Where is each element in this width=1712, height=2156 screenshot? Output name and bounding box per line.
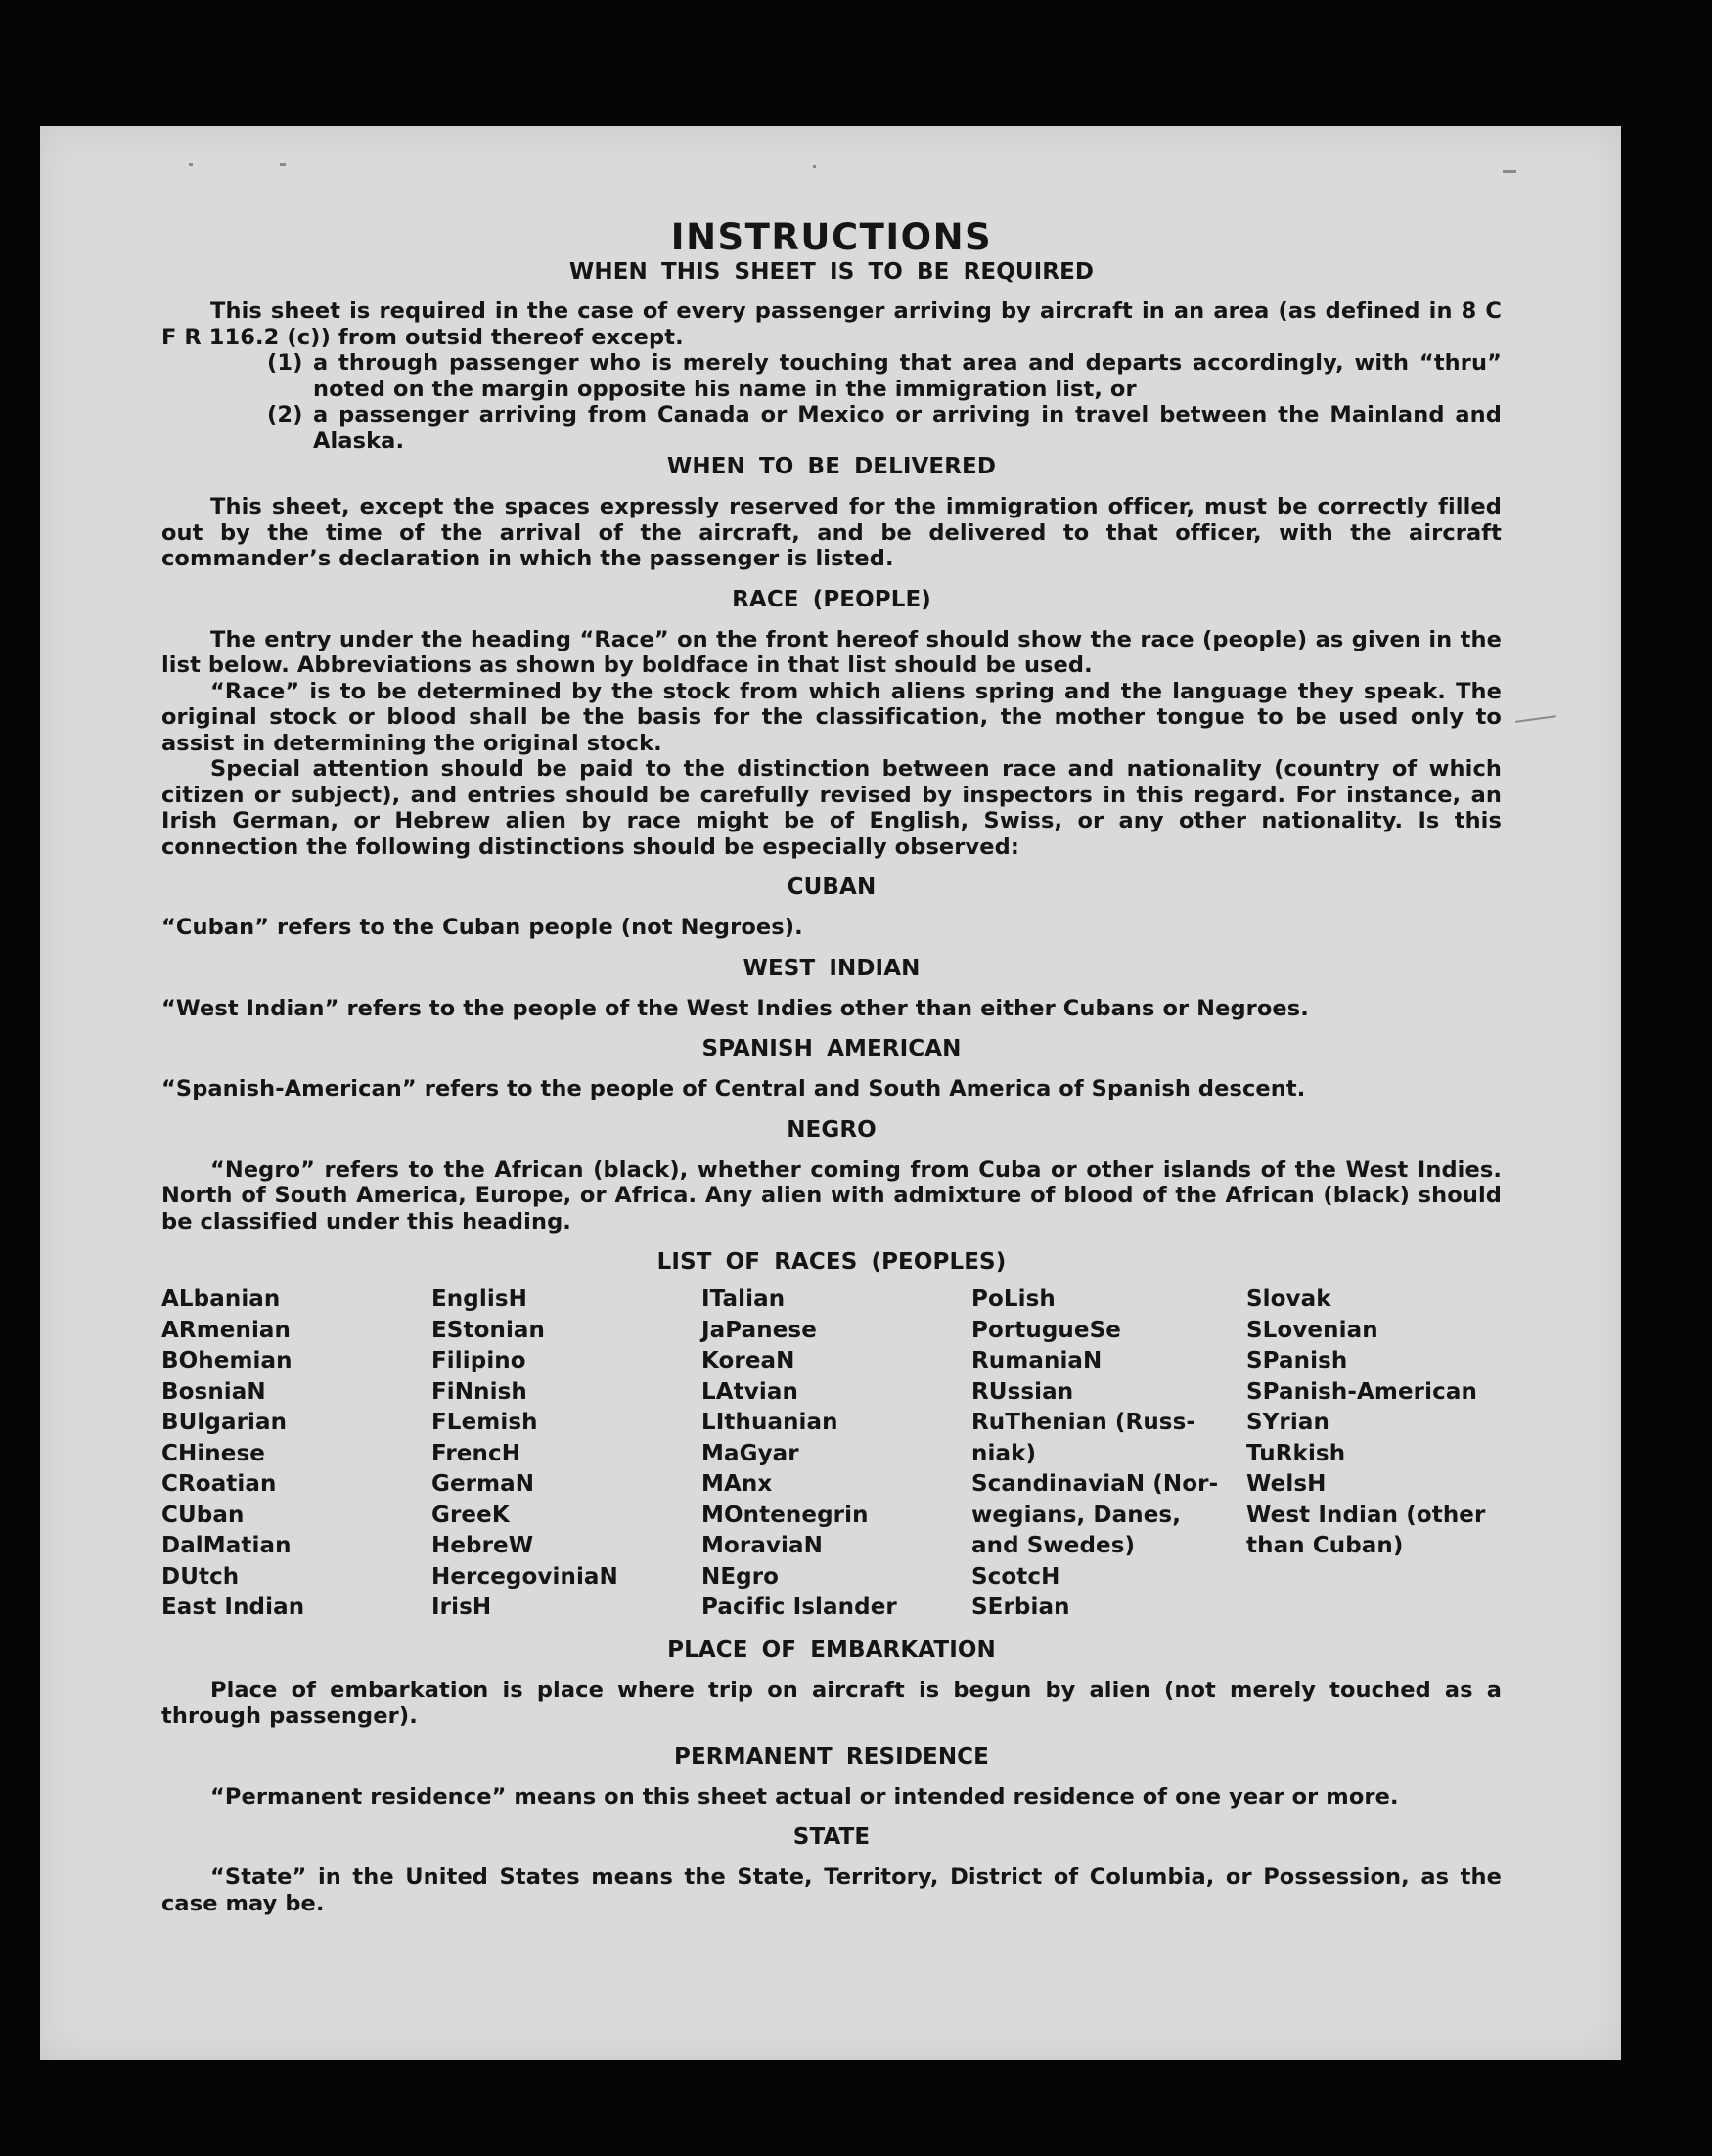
residence-text: “Permanent residence” means on this sheet actual or intended residence of one year or more.: [210, 1783, 1399, 1810]
scan-speck: [1515, 715, 1556, 723]
race-entry: Slovak: [1246, 1286, 1331, 1312]
page-title: INSTRUCTIONS: [670, 216, 993, 258]
race-entry: HebreW: [431, 1533, 534, 1558]
race-entry: East Indian: [161, 1595, 305, 1620]
scan-speck: [1503, 170, 1516, 173]
race-entry: ARmenian: [161, 1317, 292, 1343]
race-entry: JaPanese: [701, 1317, 817, 1343]
exception-item: [161, 350, 1502, 402]
exception-text: a through passenger who is merely touching that area and departs accordingly, with “thru” noted on the margin opposite his name in the immigration list, or: [313, 350, 1502, 402]
race-entry: TuRkish: [1246, 1440, 1346, 1466]
scan-speck: [813, 165, 816, 168]
heading-spanish-american: SPANISH AMERICAN: [701, 1036, 962, 1061]
race-entry: MaGyar: [701, 1440, 799, 1466]
races-column: [971, 1284, 1246, 1624]
races-list: [161, 1284, 1502, 1624]
heading-race: RACE (PEOPLE): [732, 586, 931, 612]
race-entry: CHinese: [161, 1440, 265, 1466]
race-entry: ScandinaviaN (Nor-: [971, 1471, 1219, 1497]
race-paragraph: “Race” is to be determined by the stock from which aliens spring and the language they speak. The original stock or blood shall be the basis for the classification, the mother tongue to be used only to assist in determining the original stock.: [161, 678, 1502, 756]
heading-cuban: CUBAN: [787, 875, 877, 900]
race-entry: CRoatian: [161, 1471, 277, 1497]
document-sheet: [40, 126, 1621, 2060]
spanish-american-text: “Spanish-American” refers to the people of Central and South America of Spanish descent.: [161, 1076, 1306, 1101]
race-entry: EStonian: [431, 1317, 546, 1343]
heading-when-delivered: WHEN TO BE DELIVERED: [666, 454, 997, 479]
west-indian-text: “West Indian” refers to the people of the West Indies other than either Cubans or Negroes.: [161, 995, 1309, 1021]
heading-permanent-residence: PERMANENT RESIDENCE: [674, 1743, 989, 1770]
race-entry: ScotcH: [971, 1563, 1060, 1590]
races-column: [701, 1284, 971, 1624]
race-entry: GreeK: [431, 1502, 510, 1528]
race-entry: Pacific Islander: [701, 1595, 897, 1620]
heading-negro: NEGRO: [787, 1116, 877, 1143]
race-entry: FrencH: [431, 1440, 521, 1466]
race-entry: Filipino: [431, 1348, 526, 1373]
race-entry: DUtch: [161, 1563, 240, 1590]
race-entry: RumaniaN: [971, 1348, 1103, 1373]
race-entry: FLemish: [431, 1410, 538, 1435]
race-entry: EnglisH: [431, 1286, 527, 1312]
race-entry: KoreaN: [701, 1348, 795, 1373]
race-entry: SPanish: [1246, 1348, 1348, 1373]
race-entry: PortugueSe: [971, 1317, 1121, 1343]
race-entry: LIthuanian: [701, 1410, 838, 1435]
exception-number: (1): [267, 350, 303, 376]
exception-text: a passenger arriving from Canada or Mexico or arriving in travel between the Mainland and Alaska.: [313, 402, 1502, 454]
race-entry: RuThenian (Russ-: [971, 1410, 1196, 1435]
race-entry: BosniaN: [161, 1378, 266, 1405]
race-entry: LAtvian: [701, 1378, 798, 1405]
race-entry: SPanish-American: [1246, 1378, 1477, 1405]
heading-place-of-embarkation: PLACE OF EMBARKATION: [667, 1637, 996, 1663]
race-entry: ITalian: [701, 1286, 786, 1312]
negro-text: “Negro” refers to the African (black), whether coming from Cuba or other islands of the West Indies. North of South America, Europe, or Africa. Any alien with admixture of blood of the African (black) should be classified under this heading.: [161, 1156, 1502, 1235]
races-column: [161, 1284, 431, 1624]
heading-when-required: WHEN THIS SHEET IS TO BE REQUIRED: [568, 259, 1095, 285]
required-intro: This sheet is required in the case of every passenger arriving by aircraft in an area (as defined in 8 C F R 116.2 (c)) from outsid thereof except.: [161, 298, 1502, 350]
race-entry: West Indian (other: [1246, 1502, 1486, 1528]
race-paragraph: Special attention should be paid to the distinction between race and nationality (country of which citizen or subject), and entries should be carefully revised by inspectors in this regard. For instance, an Irish German, or Hebrew alien by race might be of English, Swiss, or any other nationality. Is this connection the following distinctions should be especially observed:: [161, 756, 1502, 860]
race-entry: NEgro: [701, 1563, 780, 1590]
heading-west-indian: WEST INDIAN: [743, 955, 921, 981]
race-entry: CUban: [161, 1502, 245, 1528]
race-entry: SErbian: [971, 1595, 1070, 1620]
scan-speck: [189, 163, 193, 166]
race-entry-continued: and Swedes): [971, 1533, 1136, 1558]
state-text: “State” in the United States means the State, Territory, District of Columbia, or Possession, as the case may be.: [161, 1864, 1502, 1916]
race-paragraph: The entry under the heading “Race” on the front hereof should show the race (people) as given in the list below. Abbreviations as shown by boldface in that list should be used.: [161, 626, 1502, 678]
race-entry-continued: than Cuban): [1246, 1533, 1404, 1558]
race-entry: ALbanian: [161, 1286, 281, 1312]
race-entry: BUlgarian: [161, 1410, 288, 1435]
scan-speck: [280, 163, 286, 166]
heading-list-of-races: LIST OF RACES (PEOPLES): [656, 1249, 1007, 1275]
race-entry-continued: wegians, Danes,: [971, 1502, 1182, 1528]
exception-number: (2): [267, 402, 303, 427]
race-entry: MAnx: [701, 1471, 773, 1497]
race-entry: SLovenian: [1246, 1317, 1378, 1343]
instructions-body: [161, 216, 1502, 1916]
races-column: [431, 1284, 701, 1624]
delivered-text: This sheet, except the spaces expressly reserved for the immigration officer, must be correctly filled out by the time of the arrival of the aircraft, and be delivered to that officer, with the aircraft commander’s declaration in which the passenger is listed.: [161, 494, 1502, 571]
races-column: [1246, 1284, 1502, 1624]
race-entry: RUssian: [971, 1378, 1074, 1405]
race-entry: GermaN: [431, 1471, 535, 1497]
race-entry: MOntenegrin: [701, 1502, 869, 1528]
race-entry: FiNnish: [431, 1378, 527, 1405]
race-entry: WelsH: [1246, 1471, 1327, 1497]
race-entry: DalMatian: [161, 1533, 292, 1558]
race-entry: BOhemian: [161, 1348, 293, 1373]
cuban-text: “Cuban” refers to the Cuban people (not Negroes).: [161, 915, 803, 940]
race-entry: SYrian: [1246, 1410, 1329, 1435]
exception-item: [161, 402, 1502, 454]
race-entry: HercegoviniaN: [431, 1563, 618, 1590]
race-entry: PoLish: [971, 1286, 1056, 1312]
race-entry: MoraviaN: [701, 1533, 823, 1558]
race-entry-continued: niak): [971, 1440, 1037, 1466]
heading-state: STATE: [792, 1824, 871, 1850]
race-entry: IrisH: [431, 1595, 492, 1620]
embarkation-text: Place of embarkation is place where trip on aircraft is begun by alien (not merely touched as a through passenger).: [161, 1677, 1502, 1729]
